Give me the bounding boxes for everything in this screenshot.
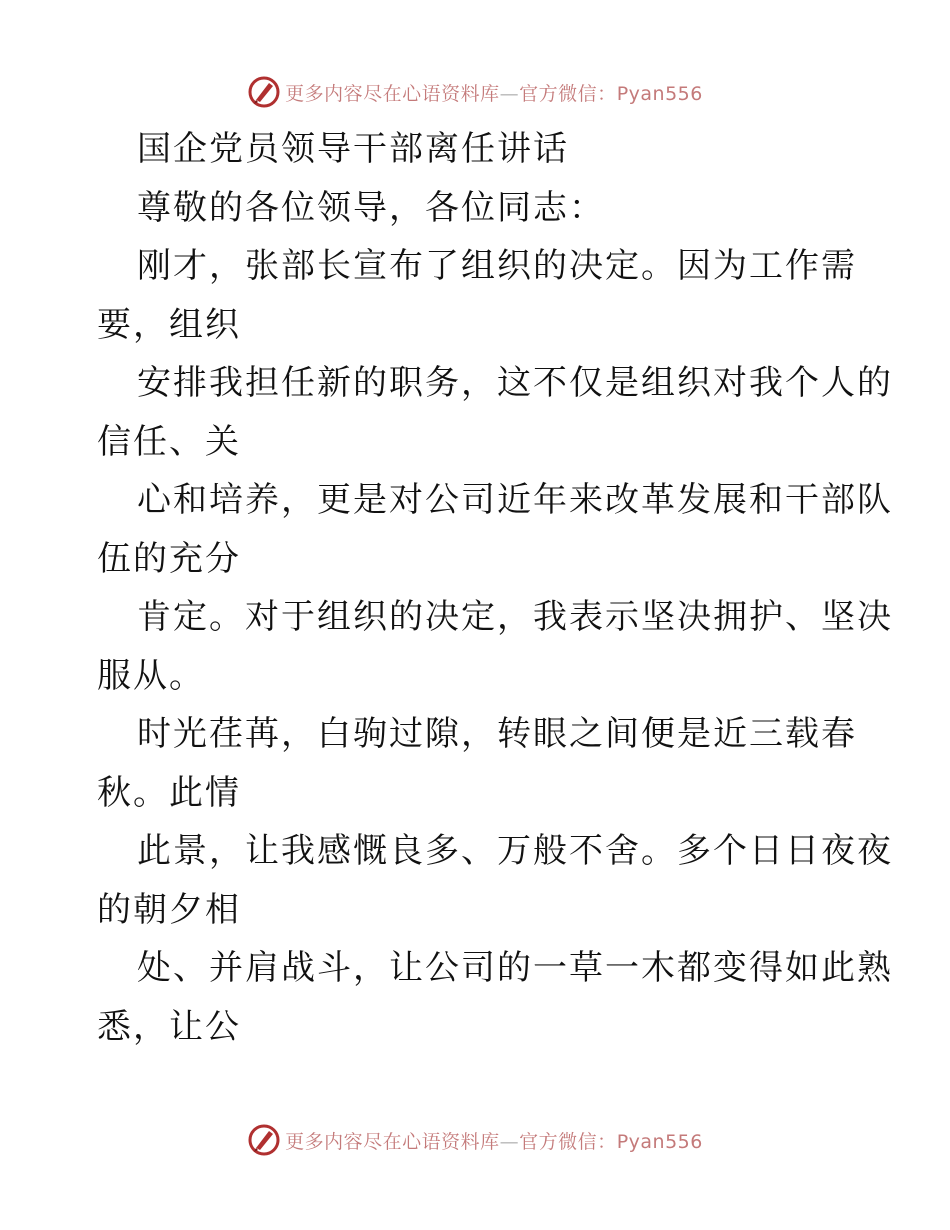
banner-prefix: 更多内容尽在心语资料库 [285, 82, 500, 105]
document-body [97, 120, 893, 1056]
banner-text [285, 1127, 703, 1154]
text-line: 悉，让公 [97, 1006, 241, 1047]
text-line: 信任、关 [97, 421, 241, 462]
banner-handle: Pyan556 [616, 1130, 703, 1153]
banner-separator: — [499, 82, 520, 105]
footer-banner [0, 1120, 950, 1160]
banner-prefix: 更多内容尽在心语资料库 [285, 1130, 500, 1153]
banner-wechat-label: 官方微信： [519, 82, 617, 105]
document-title: 国企党员领导干部离任讲话 [137, 129, 569, 169]
text-line: 此景，让我感慨良多、万般不舍。多个日日夜夜 [137, 831, 893, 871]
banner-separator: — [499, 1130, 520, 1153]
banner-text [285, 79, 703, 106]
banner-handle: Pyan556 [616, 82, 703, 105]
text-line: 安排我担任新的职务，这不仅是组织对我个人的 [137, 363, 893, 403]
header-banner [0, 72, 950, 112]
quill-pen-logo-icon [247, 1123, 281, 1157]
text-line: 秋。此情 [97, 772, 241, 813]
quill-pen-logo-icon [247, 75, 281, 109]
text-line: 尊敬的各位领导，各位同志： [137, 187, 605, 228]
banner-wechat-label: 官方微信： [519, 1130, 617, 1153]
text-line: 的朝夕相 [97, 889, 241, 930]
text-line: 刚才，张部长宣布了组织的决定。因为工作需 [137, 246, 857, 286]
text-line: 肯定。对于组织的决定，我表示坚决拥护、坚决 [137, 597, 893, 637]
text-line: 心和培养，更是对公司近年来改革发展和干部队 [137, 480, 893, 520]
text-line: 要，组织 [97, 304, 241, 345]
text-line: 服从。 [97, 655, 205, 696]
text-line: 伍的充分 [97, 538, 241, 579]
text-line: 处、并肩战斗，让公司的一草一木都变得如此熟 [137, 948, 893, 988]
text-line: 时光荏苒，白驹过隙，转眼之间便是近三载春 [137, 714, 857, 754]
